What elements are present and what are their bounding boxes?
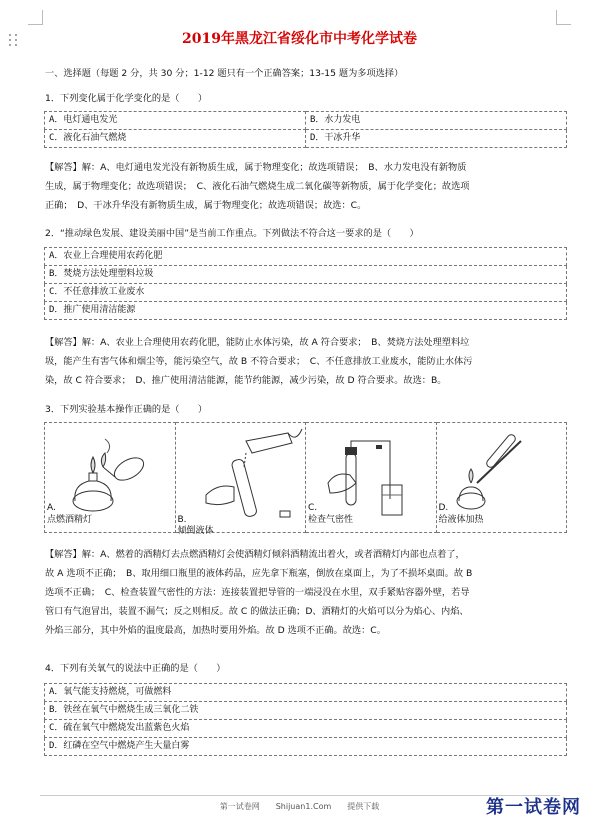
option-b-image[interactable] [175,423,306,536]
answer-line: 选项不正确； C、检查装置气密性的方法：连接装置把导管的一端浸没在水里，双手紧贴容器外壁，若导 [45,587,470,598]
answer-line: 外焰三部分，其中外焰的温度最高，加热时要用外焰。故 D 选项不正确。故选：C。 [45,625,386,636]
question-4-stem: 4．下列有关氧气的说法中正确的是（ ） [45,663,226,674]
answer-line: 【解答】解：A、电灯通电发光没有新物质生成，属于物理变化；故选项错误； B、水力发电没有新物质 [45,162,467,173]
option-c-image[interactable] [306,423,437,533]
answer-line: 故 A 选项不正确； B、取用细口瓶里的液体药品，应先拿下瓶塞，倒放在桌面上，为了不损坏桌面。故 B [45,568,473,579]
option-b[interactable]: B．水力发电 [306,112,567,130]
option-a[interactable]: A．电灯通电发光 [45,112,306,130]
question-1-options [44,111,567,148]
option-caption: 检查气密性 [308,515,354,525]
page-corner-mark [556,10,571,25]
option-a[interactable]: A．农业上合理使用农药化肥 [45,248,567,266]
option-b[interactable]: B．焚烧方法处理塑料垃圾 [45,266,567,284]
option-a[interactable]: A．氧气能支持燃烧，可做燃料 [45,684,567,702]
question-1-answer [45,158,565,215]
option-c[interactable]: C．液化石油气燃烧 [45,130,306,148]
option-caption: 给液体加热 [438,515,484,525]
answer-line: 圾，能产生有害气体和烟尘等，能污染空气，故 B 不符合要求； C、不任意排放工业废水，能防止水体污 [45,356,473,367]
option-caption: 倾倒液体 [177,526,214,536]
footer-text: 第一试卷网 Shijuan1.Com 提供下载 [219,802,380,811]
option-letter: A. [47,503,56,513]
option-caption: 点燃酒精灯 [47,515,93,525]
answer-line: 生成，属于物理变化；故选项错误； C、液化石油气燃烧生成二氧化碳等新物质，属于化学变化；故选项 [45,181,470,192]
question-2-answer [45,333,565,390]
answer-line: 管口有气泡冒出，装置不漏气；反之则相反。故 C 的做法正确；D、酒精灯的火焰可以分为焰心、内焰、 [45,606,469,617]
option-c[interactable]: C．硫在氧气中燃烧发出蓝紫色火焰 [45,720,567,738]
question-3-image-grid [44,422,567,536]
question-3-answer [45,545,565,640]
answer-line: 【解答】解：A、燃着的酒精灯去点燃酒精灯会使酒精灯倾斜酒精流出着火，或者酒精灯内部也点着了， [45,549,465,560]
answer-line: 【解答】解：A、农业上合理使用农药化肥，能防止水体污染，故 A 符合要求； B、焚烧方法处理塑料垃 [45,337,470,348]
option-b[interactable]: B．铁丝在氧气中燃烧生成三氧化二铁 [45,702,567,720]
question-1-stem: 1．下列变化属于化学变化的是（ ） [45,93,208,104]
section-heading: 一、选择题（每题 2 分，共 30 分；1-12 题只有一个正确答案；13-15 题为多项选择） [45,68,404,79]
question-2-stem: 2．“推动绿色发展、建设美丽中国”是当前工作重点。下列做法不符合这一要求的是（ ） [45,228,419,239]
option-letter: B. [177,515,187,525]
option-d[interactable]: D．干冰升华 [306,130,567,148]
option-d[interactable]: D．红磷在空气中燃烧产生大量白雾 [45,738,567,756]
option-d-image[interactable] [436,423,567,533]
option-d[interactable]: D．推广使用清洁能源 [45,302,567,320]
option-letter: D. [438,503,449,513]
page-corner-mark [28,10,43,25]
question-3-stem: 3．下列实验基本操作正确的是（ ） [45,404,208,415]
answer-line: 染，故 C 符合要求； D、推广使用清洁能源，能节约能源，减少污染，故 D 符合要求。故选：B。 [45,375,447,386]
option-a-image[interactable] [45,423,176,533]
footer-divider [40,795,560,796]
pouring-liquid-illustration [176,423,311,534]
question-4-options [44,683,567,756]
option-c[interactable]: C．不任意排放工业废水 [45,284,567,302]
document-title: 2019年黑龙江省绥化市中考化学试卷 [182,31,417,47]
site-logo: 第一试卷网 [486,797,581,818]
question-2-options [44,247,567,320]
option-letter: C. [308,503,318,513]
answer-line: 正确； D、干冰升华没有新物质生成，属于物理变化；故选项错误；故选：C。 [45,200,367,211]
